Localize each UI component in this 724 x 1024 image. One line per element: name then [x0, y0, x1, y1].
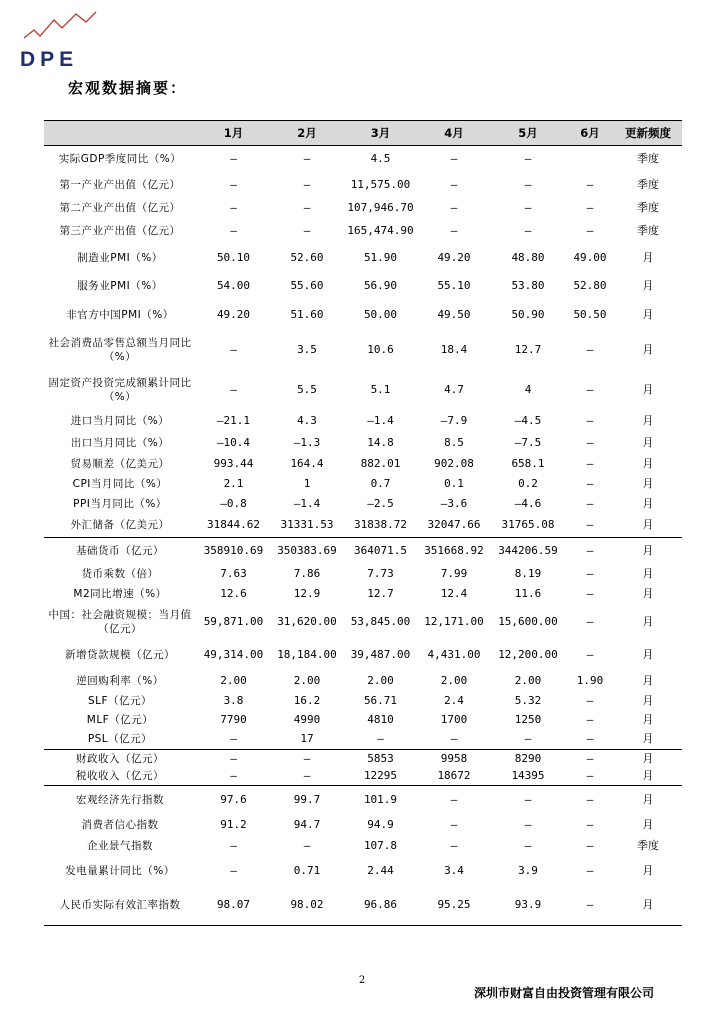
value-cell: –: [586, 223, 594, 237]
frequency-cell: 月: [642, 307, 654, 321]
row-label: 外汇储备（亿美元）: [70, 519, 170, 532]
value-cell: 5853: [343, 750, 418, 768]
value-cell: 96.86: [343, 886, 418, 926]
value-cell: 93.9: [490, 886, 566, 926]
company-name: 深圳市财富自由投资管理有限公司: [473, 986, 654, 1000]
value-cell: –: [230, 200, 237, 214]
value-cell: 2.00: [220, 673, 247, 687]
table-row: [44, 146, 682, 172]
value-cell: –: [303, 769, 311, 783]
value-cell: –: [586, 614, 594, 628]
value-cell: –: [450, 732, 458, 746]
value-cell: 51.60: [290, 307, 324, 321]
table-row: [44, 300, 682, 330]
value-cell: –: [566, 786, 614, 814]
table-row: [44, 198, 682, 218]
value-cell: 31844.62: [207, 518, 260, 532]
value-cell: 882.01: [360, 456, 401, 470]
value-cell: 16.2: [293, 693, 321, 707]
value-cell: 59,871.00: [203, 614, 264, 628]
value-cell: 55.10: [437, 278, 471, 292]
value-cell: 53.80: [511, 278, 545, 292]
row-label: M2同比增速（%）: [73, 587, 167, 600]
value-cell: –: [566, 538, 614, 564]
value-cell: 11,575.00: [350, 177, 411, 191]
value-cell: 2.44: [367, 863, 394, 877]
value-cell: 31838.72: [354, 518, 407, 532]
value-cell: 902.08: [434, 456, 474, 470]
header-cell: [44, 121, 196, 146]
row-label: 企业景气指数: [87, 839, 153, 852]
frequency-cell: 月: [642, 817, 654, 831]
value-cell: 12.6: [220, 586, 247, 600]
table-row: [44, 272, 682, 300]
value-cell: 14.8: [367, 435, 394, 449]
header-cell: 6月: [566, 121, 614, 146]
row-label: PPI当月同比（%）: [73, 497, 167, 510]
value-cell: –: [450, 838, 458, 852]
table-row: [44, 584, 682, 604]
value-cell: –: [524, 732, 532, 746]
value-cell: 49,314.00: [203, 647, 264, 661]
value-cell: 7.86: [293, 566, 321, 580]
value-cell: 31331.53: [280, 518, 334, 532]
value-cell: –: [586, 177, 594, 191]
value-cell: 4810: [367, 712, 394, 726]
value-cell: 5.32: [514, 693, 542, 707]
value-cell: 2.00: [367, 673, 394, 687]
value-cell: 12.9: [293, 586, 321, 600]
row-label: 固定资产投资完成额累计同比（%）: [48, 376, 192, 403]
value-cell: –: [524, 838, 532, 852]
frequency-cell: 季度: [637, 151, 659, 165]
table-row: [44, 410, 682, 432]
value-cell: –: [566, 886, 614, 926]
frequency-cell: 月: [642, 435, 654, 449]
value-cell: 48.80: [511, 250, 545, 264]
value-cell: –: [586, 413, 594, 427]
table-header-row: [44, 121, 682, 146]
value-cell: –: [586, 732, 594, 746]
frequency-cell: 月: [642, 647, 654, 661]
value-cell: –: [586, 712, 594, 726]
value-cell: 993.44: [213, 456, 254, 470]
table-row: [44, 710, 682, 730]
value-cell: 165,474.90: [347, 223, 414, 237]
value-cell: 2.00: [514, 673, 542, 687]
header-cell: 2月: [271, 121, 343, 146]
value-cell: 358910.69: [196, 538, 271, 564]
macro-data-table-container: [44, 120, 682, 926]
value-cell: 0.1: [444, 476, 464, 490]
value-cell: 1: [303, 476, 311, 490]
value-cell: –: [450, 177, 458, 191]
row-label: CPI当月同比（%）: [72, 477, 168, 490]
value-cell: –: [196, 750, 271, 768]
value-cell: 8.5: [444, 435, 464, 449]
value-cell: 98.02: [271, 886, 343, 926]
value-cell: –: [450, 151, 458, 165]
value-cell: –: [586, 863, 594, 877]
value-cell: –: [303, 151, 311, 165]
value-cell: 3.9: [518, 863, 538, 877]
row-label: 第一产业产出值（亿元）: [59, 178, 181, 191]
table-row: [44, 814, 682, 836]
value-cell: 91.2: [220, 817, 247, 831]
table-body: [44, 146, 682, 926]
value-cell: –: [586, 769, 594, 783]
value-cell: –: [230, 769, 237, 783]
value-cell: –: [586, 496, 594, 510]
value-cell: –4.6: [514, 496, 542, 510]
value-cell: 11.6: [514, 586, 542, 600]
value-cell: 8.19: [514, 566, 542, 580]
value-cell: 4.5: [370, 151, 391, 165]
table-row: [44, 768, 682, 786]
frequency-cell: 季度: [637, 838, 659, 852]
value-cell: –: [377, 732, 384, 746]
value-cell: –: [271, 750, 343, 768]
value-cell: 2.00: [440, 673, 468, 687]
frequency-cell: 月: [614, 750, 682, 768]
value-cell: 7.99: [440, 566, 468, 580]
value-cell: –: [450, 200, 458, 214]
frequency-cell: 月: [614, 886, 682, 926]
frequency-cell: 月: [642, 614, 654, 628]
value-cell: 658.1: [511, 456, 545, 470]
frequency-cell: 季度: [637, 223, 659, 237]
table-row: [44, 836, 682, 856]
value-cell: –: [586, 476, 594, 490]
value-cell: 56.90: [363, 278, 398, 292]
row-label: 基础货币（亿元）: [44, 538, 196, 564]
value-cell: 351668.92: [418, 538, 490, 564]
value-cell: 7.63: [220, 566, 247, 580]
value-cell: –: [586, 342, 594, 356]
value-cell: –: [303, 223, 311, 237]
logo-text: DPE: [20, 48, 79, 71]
frequency-cell: 月: [642, 693, 654, 707]
value-cell: 2.1: [223, 476, 244, 490]
table-row: [44, 786, 682, 814]
value-cell: 49.20: [437, 250, 471, 264]
row-label: 货币乘数（倍）: [81, 567, 159, 580]
value-cell: 5.1: [370, 382, 391, 396]
value-cell: –7.5: [514, 435, 542, 449]
value-cell: 50.50: [573, 307, 607, 321]
table-row: [44, 856, 682, 886]
value-cell: 164.4: [290, 456, 324, 470]
frequency-cell: 季度: [637, 177, 659, 191]
table-row: [44, 218, 682, 244]
row-label: 逆回购利率（%）: [76, 674, 164, 687]
value-cell: 5.5: [297, 382, 317, 396]
row-label: 宏观经济先行指数: [44, 786, 196, 814]
value-cell: 31,620.00: [277, 614, 337, 628]
value-cell: –: [450, 817, 458, 831]
value-cell: –: [586, 518, 594, 532]
value-cell: –: [524, 223, 532, 237]
value-cell: –: [230, 732, 237, 746]
value-cell: 350383.69: [271, 538, 343, 564]
row-label: 财政收入（亿元）: [44, 750, 196, 768]
value-cell: 94.7: [293, 817, 321, 831]
row-label: MLF（亿元）: [86, 713, 154, 726]
value-cell: –: [586, 456, 594, 470]
frequency-cell: 月: [642, 732, 654, 746]
value-cell: 3.5: [297, 342, 317, 356]
value-cell: –2.5: [367, 496, 394, 510]
row-label: 服务业PMI（%）: [77, 279, 163, 292]
value-cell: 12.7: [514, 342, 542, 356]
frequency-cell: 季度: [637, 200, 659, 214]
value-cell: 2.00: [293, 673, 321, 687]
table-row: [44, 432, 682, 454]
table-row: [44, 454, 682, 474]
value-cell: –: [230, 863, 237, 877]
value-cell: 344206.59: [490, 538, 566, 564]
value-cell: 54.00: [216, 278, 251, 292]
frequency-cell: 月: [642, 456, 654, 470]
row-label: 出口当月同比（%）: [70, 436, 170, 449]
frequency-cell: 月: [642, 476, 654, 490]
value-cell: –: [524, 200, 532, 214]
table-row: [44, 692, 682, 710]
row-label: 税收收入（亿元）: [76, 770, 164, 783]
value-cell: 39,487.00: [350, 647, 411, 661]
value-cell: –: [450, 223, 458, 237]
value-cell: –: [490, 786, 566, 814]
value-cell: –: [230, 151, 237, 165]
table-row: [44, 886, 682, 926]
table-row: [44, 514, 682, 538]
value-cell: 15,600.00: [498, 614, 558, 628]
value-cell: 17: [300, 732, 314, 746]
value-cell: –: [586, 838, 594, 852]
value-cell: 53,845.00: [350, 614, 411, 628]
value-cell: 49.20: [216, 307, 251, 321]
value-cell: –: [230, 838, 237, 852]
row-label: 新增贷款规模（亿元）: [65, 648, 175, 661]
row-label: 社会消费品零售总额当月同比（%）: [48, 336, 192, 363]
header-cell: 5月: [490, 121, 566, 146]
row-label: 制造业PMI（%）: [77, 251, 163, 264]
value-cell: 4.3: [297, 413, 317, 427]
header-cell: 3月: [343, 121, 418, 146]
value-cell: 31765.08: [501, 518, 555, 532]
value-cell: 3.8: [223, 693, 244, 707]
frequency-cell: 月: [614, 786, 682, 814]
value-cell: 4,431.00: [427, 647, 481, 661]
frequency-cell: 月: [614, 538, 682, 564]
value-cell: 12295: [363, 769, 398, 783]
value-cell: –: [524, 177, 532, 191]
value-cell: –: [303, 200, 311, 214]
value-cell: –: [230, 177, 237, 191]
table-row: [44, 474, 682, 494]
company-logo: [20, 10, 100, 70]
value-cell: 4: [524, 382, 532, 396]
header-cell: 更新频度: [614, 121, 682, 146]
frequency-cell: 月: [642, 673, 654, 687]
value-cell: 14395: [511, 769, 545, 783]
value-cell: 9958: [418, 750, 490, 768]
value-cell: –: [586, 586, 594, 600]
value-cell: 0.71: [293, 863, 321, 877]
table-row: [44, 330, 682, 370]
value-cell: –: [586, 647, 594, 661]
row-label: 中国：社会融资规模：当月值（亿元）: [48, 608, 192, 635]
value-cell: 7.73: [367, 566, 394, 580]
value-cell: 12,171.00: [424, 614, 484, 628]
table-row: [44, 172, 682, 198]
value-cell: 18672: [437, 769, 471, 783]
logo-swoosh-icon: [20, 10, 100, 50]
value-cell: 50.00: [363, 307, 398, 321]
value-cell: 10.6: [367, 342, 394, 356]
value-cell: 99.7: [271, 786, 343, 814]
frequency-cell: 月: [642, 712, 654, 726]
value-cell: 12,200.00: [498, 647, 558, 661]
value-cell: 52.60: [290, 250, 324, 264]
value-cell: 1250: [514, 712, 542, 726]
value-cell: 56.71: [363, 693, 398, 707]
row-label: PSL（亿元）: [87, 733, 153, 746]
table-row: [44, 730, 682, 750]
value-cell: 97.6: [196, 786, 271, 814]
value-cell: 3.4: [444, 863, 464, 877]
frequency-cell: 月: [642, 769, 654, 783]
value-cell: 0.7: [370, 476, 391, 490]
value-cell: 94.9: [367, 817, 394, 831]
value-cell: –: [418, 786, 490, 814]
value-cell: –: [586, 435, 594, 449]
value-cell: 1700: [440, 712, 468, 726]
value-cell: 364071.5: [343, 538, 418, 564]
value-cell: –: [524, 151, 532, 165]
value-cell: 49.50: [437, 307, 471, 321]
value-cell: 2.4: [444, 693, 464, 707]
value-cell: –3.6: [440, 496, 468, 510]
value-cell: –1.3: [293, 435, 321, 449]
value-cell: 32047.66: [427, 518, 481, 532]
value-cell: 50.10: [216, 250, 251, 264]
table-row: [44, 564, 682, 584]
row-label: 发电量累计同比（%）: [65, 864, 175, 877]
row-label: 消费者信心指数: [81, 818, 159, 831]
row-label: 进口当月同比（%）: [70, 414, 170, 427]
value-cell: –: [230, 223, 237, 237]
value-cell: –: [230, 342, 237, 356]
value-cell: 12.7: [367, 586, 394, 600]
value-cell: 107.8: [363, 838, 398, 852]
value-cell: –: [524, 817, 532, 831]
value-cell: 12.4: [440, 586, 468, 600]
frequency-cell: 月: [642, 382, 654, 396]
table-row: [44, 244, 682, 272]
value-cell: 55.60: [290, 278, 324, 292]
row-label: 人民币实际有效汇率指数: [44, 886, 196, 926]
table-row: [44, 494, 682, 514]
value-cell: –: [586, 693, 594, 707]
value-cell: 51.90: [363, 250, 398, 264]
value-cell: –: [586, 817, 594, 831]
page-number: 2: [358, 975, 366, 986]
row-label: 贸易顺差（亿美元）: [70, 457, 170, 470]
frequency-cell: 月: [642, 250, 654, 264]
table-row: [44, 370, 682, 410]
table-row: [44, 604, 682, 640]
table-row: [44, 670, 682, 692]
header-cell: 1月: [196, 121, 271, 146]
table-row: [44, 538, 682, 564]
value-cell: –: [303, 177, 311, 191]
macro-data-table: [44, 120, 682, 926]
value-cell: 50.90: [511, 307, 545, 321]
frequency-cell: 月: [642, 518, 654, 532]
value-cell: –21.1: [216, 413, 251, 427]
frequency-cell: 月: [642, 413, 654, 427]
table-row: [44, 640, 682, 670]
value-cell: 0.2: [518, 476, 538, 490]
value-cell: [566, 146, 614, 172]
value-cell: –: [586, 382, 594, 396]
value-cell: 7790: [220, 712, 247, 726]
row-label: 第三产业产出值（亿元）: [59, 224, 181, 237]
value-cell: 98.07: [196, 886, 271, 926]
value-cell: –4.5: [514, 413, 542, 427]
row-label: 第二产业产出值（亿元）: [59, 201, 181, 214]
row-label: 非官方中国PMI（%）: [66, 308, 174, 321]
value-cell: –: [586, 566, 594, 580]
value-cell: –7.9: [440, 413, 468, 427]
value-cell: 4.7: [444, 382, 464, 396]
value-cell: 49.00: [573, 250, 607, 264]
frequency-cell: 月: [642, 496, 654, 510]
section-title: 宏观数据摘要：: [68, 79, 188, 97]
value-cell: 18,184.00: [277, 647, 337, 661]
value-cell: –: [230, 382, 237, 396]
value-cell: 101.9: [343, 786, 418, 814]
row-label: SLF（亿元）: [87, 694, 153, 707]
value-cell: 18.4: [440, 342, 468, 356]
value-cell: –: [586, 200, 594, 214]
frequency-cell: 月: [642, 586, 654, 600]
value-cell: 95.25: [418, 886, 490, 926]
value-cell: 4990: [293, 712, 321, 726]
header-cell: 4月: [418, 121, 490, 146]
value-cell: –10.4: [216, 435, 251, 449]
frequency-cell: 月: [642, 278, 654, 292]
table-row: [44, 750, 682, 768]
value-cell: 52.80: [573, 278, 607, 292]
frequency-cell: 月: [642, 566, 654, 580]
value-cell: 107,946.70: [347, 200, 414, 214]
value-cell: –1.4: [367, 413, 394, 427]
value-cell: 8290: [490, 750, 566, 768]
row-label: 实际GDP季度同比（%）: [58, 152, 182, 165]
value-cell: 1.90: [576, 673, 604, 687]
value-cell: –: [303, 838, 311, 852]
value-cell: –: [566, 750, 614, 768]
value-cell: –1.4: [293, 496, 321, 510]
frequency-cell: 月: [642, 863, 654, 877]
value-cell: –0.8: [220, 496, 247, 510]
frequency-cell: 月: [642, 342, 654, 356]
